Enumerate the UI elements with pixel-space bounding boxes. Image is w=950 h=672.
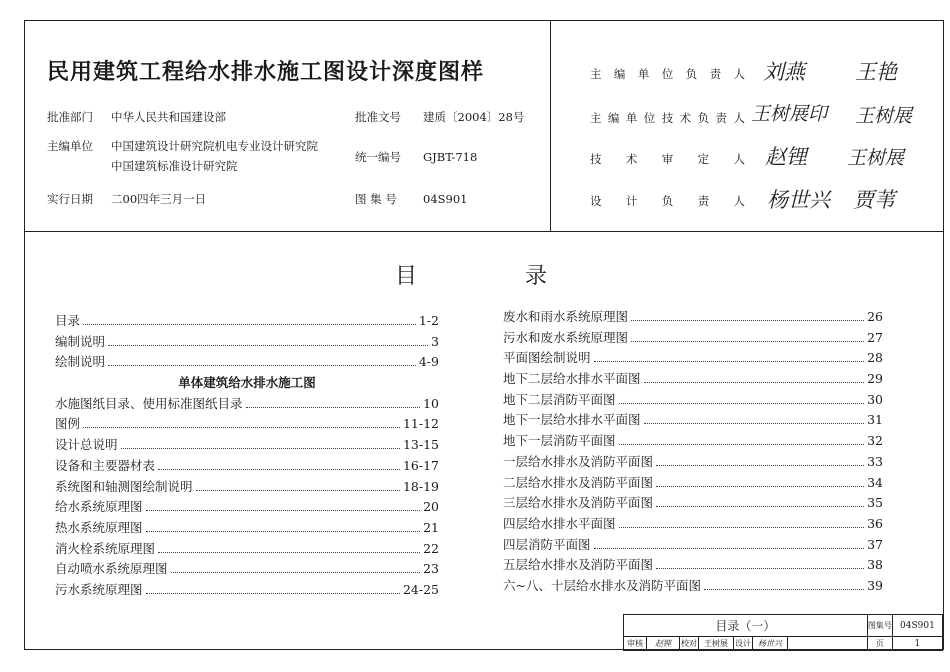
toc-leader-dots — [619, 527, 865, 528]
signature: 王树展 — [847, 147, 905, 169]
role-label: 主编单位技术负责人 — [590, 111, 745, 125]
toc-leader-dots — [656, 506, 864, 507]
toc-entry-label: 废水和雨水系统原理图 — [503, 309, 629, 324]
toc-entry-label: 设备和主要器材表 — [55, 457, 156, 473]
toc-entry-label: 自动喷水系统原理图 — [55, 561, 168, 577]
toc-leader-dots — [631, 320, 864, 321]
toc-entry-label: 地下二层给水排水平面图 — [503, 371, 641, 387]
toc-entry[interactable] — [503, 452, 883, 473]
unified-no-value: GJBT-718 — [423, 150, 478, 164]
spacer-cell — [788, 637, 868, 651]
toc-entry[interactable] — [55, 518, 439, 539]
toc-entry-page: 16-17 — [402, 457, 439, 473]
toc-entry-page: 21 — [423, 519, 439, 535]
toc-leader-dots — [704, 589, 864, 590]
toc-entry-label: 四层消防平面图 — [503, 536, 591, 552]
toc-heading-right: 录 — [525, 264, 548, 289]
toc-entry-label: 污水和废水系统原理图 — [503, 329, 629, 345]
signature: 贾苇 — [853, 188, 895, 212]
toc-entry-label: 地下二层消防平面图 — [503, 391, 616, 407]
toc-leader-dots — [594, 548, 865, 549]
approve-doc-value: 建质〔2004〕28号 — [423, 110, 525, 124]
toc-entry-label: 六~八、十层给水排水及消防平面图 — [503, 577, 701, 593]
toc-entry-page: 3 — [431, 333, 439, 349]
toc-entry[interactable] — [503, 348, 883, 369]
toc-entry-label: 地下一层消防平面图 — [503, 433, 616, 449]
toc-leader-dots — [121, 448, 400, 449]
toc-left-column — [55, 311, 439, 601]
effective-date-value: 二00四年三月一日 — [111, 192, 207, 206]
design-label: 设计 — [734, 637, 753, 651]
toc-leader-dots — [158, 552, 420, 553]
toc-entry-page: 31 — [867, 412, 883, 428]
toc-entry-label: 五层给水排水及消防平面图 — [503, 557, 654, 573]
toc-entry-label: 二层给水排水及消防平面图 — [503, 474, 654, 490]
toc-leader-dots — [631, 341, 864, 342]
toc-right-column — [503, 307, 883, 597]
approve-dept-label: 批准部门 — [47, 110, 93, 124]
check-label: 校对 — [680, 637, 699, 651]
chief-unit-line1: 中国建筑设计研究院机电专业设计研究院 — [111, 139, 318, 153]
chief-unit-label: 主编单位 — [47, 139, 93, 153]
role-row-tech-lead — [590, 110, 745, 126]
toc-entry[interactable] — [503, 307, 883, 328]
toc-entry-page: 32 — [867, 433, 883, 449]
toc-entry[interactable] — [503, 493, 883, 514]
review-label: 审核 — [624, 637, 647, 651]
toc-entry-label: 消火栓系统原理图 — [55, 540, 156, 556]
atlas-value: 04S901 — [892, 615, 942, 637]
toc-entry-page: 27 — [867, 329, 883, 345]
toc-entry[interactable] — [503, 514, 883, 535]
toc-entry-label: 编制说明 — [55, 333, 106, 349]
toc-entry[interactable] — [55, 435, 439, 456]
toc-entry[interactable] — [503, 576, 883, 597]
toc-entry-page: 4-9 — [418, 354, 439, 370]
toc-entry-label: 目录 — [55, 313, 81, 328]
toc-entry-page: 34 — [867, 474, 883, 490]
toc-leader-dots — [83, 324, 416, 325]
toc-section-header — [55, 373, 439, 394]
toc-leader-dots — [644, 382, 865, 383]
toc-leader-dots — [656, 486, 864, 487]
title-block — [623, 614, 943, 651]
review-name: 赵锂 — [647, 637, 680, 651]
toc-entry-label: 地下一层给水排水平面图 — [503, 412, 641, 428]
document-title: 民用建筑工程给水排水施工图设计深度图样 — [47, 60, 485, 85]
atlas-label: 图集号 — [867, 615, 892, 637]
toc-entry-label: 水施图纸目录、使用标准图纸目录 — [55, 395, 243, 411]
signature: 刘燕 — [763, 60, 805, 84]
toc-entry-label: 给水系统原理图 — [55, 499, 143, 515]
toc-entry-page: 37 — [867, 536, 883, 552]
toc-entry[interactable] — [55, 332, 439, 353]
toc-entry[interactable] — [503, 410, 883, 431]
toc-leader-dots — [171, 572, 421, 573]
toc-entry-label: 三层给水排水及消防平面图 — [503, 495, 654, 511]
toc-entry-label: 污水系统原理图 — [55, 581, 143, 597]
toc-leader-dots — [158, 469, 400, 470]
toc-leader-dots — [108, 365, 416, 366]
toc-entry-page: 36 — [867, 515, 883, 531]
toc-entry-page: 30 — [867, 391, 883, 407]
page-label: 页 — [867, 637, 892, 651]
toc-entry-page: 35 — [867, 495, 883, 511]
header-divider — [25, 231, 943, 232]
check-name: 王树展 — [699, 637, 734, 651]
toc-entry-label: 单体建筑给水排水施工图 — [178, 375, 316, 391]
toc-leader-dots — [644, 423, 865, 424]
approve-doc-label: 批准文号 — [355, 110, 401, 124]
toc-leader-dots — [246, 407, 421, 408]
toc-entry-page: 22 — [423, 540, 439, 556]
toc-entry[interactable] — [503, 369, 883, 390]
toc-leader-dots — [196, 490, 400, 491]
toc-entry[interactable] — [55, 539, 439, 560]
toc-entry-label: 图例 — [55, 416, 81, 432]
effective-date-label: 实行日期 — [47, 192, 93, 206]
toc-entry-page: 10 — [423, 395, 439, 411]
unified-no-label: 统一编号 — [355, 150, 401, 164]
toc-entry[interactable] — [55, 477, 439, 498]
signature: 赵锂 — [765, 145, 807, 169]
toc-entry-label: 热水系统原理图 — [55, 519, 143, 535]
toc-entry-page: 39 — [867, 577, 883, 593]
signature: 王艳 — [855, 60, 897, 84]
toc-leader-dots — [83, 427, 400, 428]
role-row-tech-review — [590, 151, 745, 167]
approve-dept-value: 中华人民共和国建设部 — [111, 110, 226, 124]
toc-entry[interactable] — [55, 580, 439, 601]
role-row-design-lead — [590, 193, 745, 209]
toc-entry-label: 一层给水排水及消防平面图 — [503, 453, 654, 469]
toc-entry[interactable] — [55, 414, 439, 435]
toc-leader-dots — [656, 568, 864, 569]
page-value: 1 — [892, 637, 942, 651]
role-label: 设计负责人 — [590, 194, 745, 208]
toc-entry-page: 29 — [867, 371, 883, 387]
design-name: 杨世兴 — [753, 637, 788, 651]
toc-entry-label: 绘制说明 — [55, 354, 106, 370]
toc-entry[interactable] — [503, 328, 883, 349]
toc-leader-dots — [656, 465, 864, 466]
toc-entry-page: 24-25 — [402, 581, 439, 597]
role-label: 技术审定人 — [590, 152, 745, 166]
toc-entry-page: 20 — [423, 499, 439, 515]
toc-entry-page: 23 — [423, 561, 439, 577]
drawing-frame — [24, 20, 944, 650]
toc-entry[interactable] — [503, 390, 883, 411]
toc-entry[interactable] — [503, 473, 883, 494]
toc-entry[interactable] — [55, 352, 439, 373]
role-row-chief-unit — [590, 66, 745, 82]
toc-entry-label: 系统图和轴测图绘制说明 — [55, 478, 193, 494]
toc-entry-label: 平面图绘制说明 — [503, 350, 591, 366]
toc-entry-page: 28 — [867, 350, 883, 366]
toc-entry-page: 33 — [867, 453, 883, 469]
toc-entry-page: 38 — [867, 557, 883, 573]
toc-entry[interactable] — [55, 497, 439, 518]
toc-entry-page: 11-12 — [402, 416, 439, 432]
toc-entry-page: 1-2 — [418, 313, 439, 328]
toc-entry[interactable] — [55, 559, 439, 580]
toc-leader-dots — [146, 531, 421, 532]
toc-entry[interactable] — [55, 311, 439, 332]
toc-leader-dots — [594, 361, 865, 362]
toc-entry[interactable] — [55, 456, 439, 477]
chief-unit-line2: 中国建筑标准设计研究院 — [111, 159, 238, 173]
toc-entry-page: 26 — [867, 309, 883, 324]
toc-entry-page: 18-19 — [402, 478, 439, 494]
atlas-no-value: 04S901 — [423, 192, 468, 206]
toc-entry-label: 设计总说明 — [55, 437, 118, 453]
toc-entry[interactable] — [503, 431, 883, 452]
toc-leader-dots — [146, 510, 421, 511]
toc-entry[interactable] — [503, 555, 883, 576]
toc-heading-left: 目 — [395, 264, 418, 289]
toc-leader-dots — [619, 403, 865, 404]
header-vertical-divider — [550, 21, 551, 231]
toc-entry[interactable] — [503, 535, 883, 556]
signature: 王树展印 — [751, 103, 828, 125]
toc-leader-dots — [108, 345, 428, 346]
atlas-no-label: 图 集 号 — [355, 192, 397, 206]
toc-entry-label: 四层给水排水平面图 — [503, 515, 616, 531]
toc-entry[interactable] — [55, 394, 439, 415]
toc-leader-dots — [619, 444, 865, 445]
role-label: 主编单位负责人 — [590, 67, 745, 81]
signature: 王树展 — [855, 105, 913, 127]
signature: 杨世兴 — [767, 188, 830, 212]
toc-leader-dots — [146, 593, 400, 594]
toc-entry-page: 13-15 — [402, 437, 439, 453]
sheet-title: 目录（一） — [624, 615, 868, 637]
